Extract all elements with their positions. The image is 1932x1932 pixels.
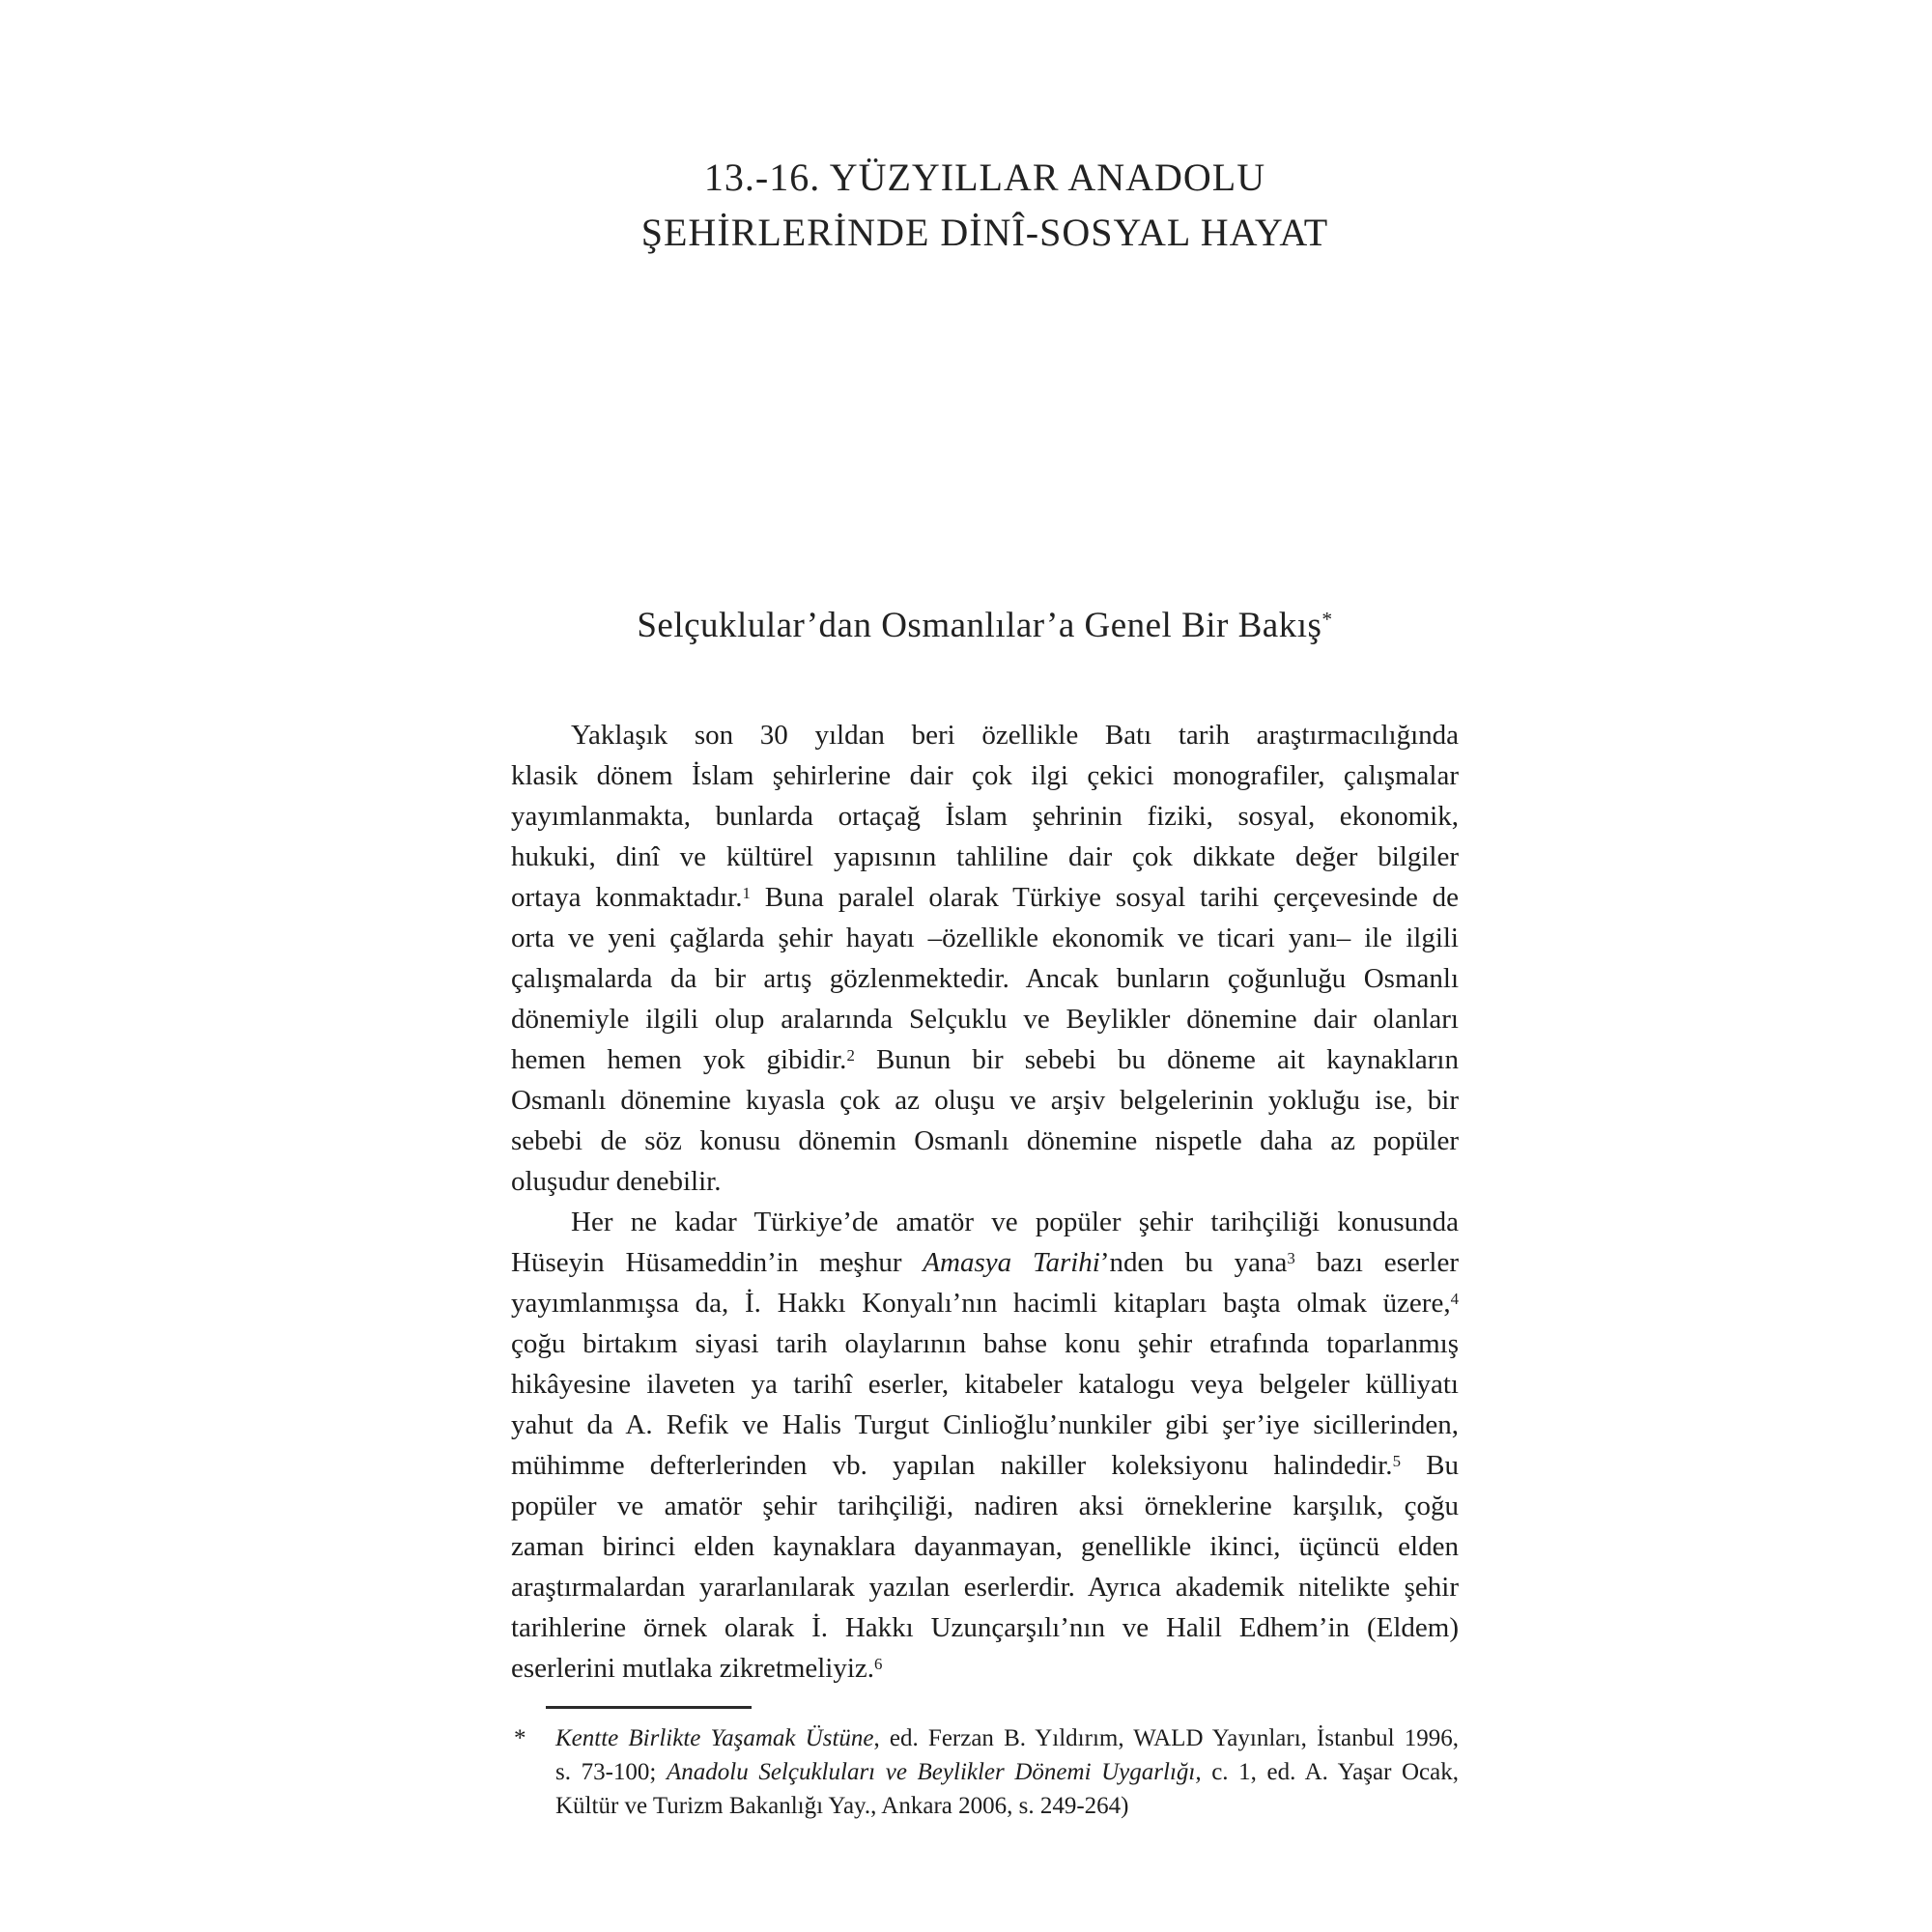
text-run: Amasya Tarihi xyxy=(923,1247,1100,1278)
body-text-line xyxy=(511,999,1459,1039)
body-text-line xyxy=(511,1202,1459,1242)
body-text-line xyxy=(511,1607,1459,1648)
text-run: hemen hemen yok gibidir. xyxy=(511,1044,847,1075)
body-text-line xyxy=(511,1405,1459,1445)
body-text-line xyxy=(511,1323,1459,1364)
text-run: Hüseyin Hüsameddin’in meşhur xyxy=(511,1247,923,1278)
section-footnote-mark: * xyxy=(1321,608,1333,632)
chapter-title-line-1: 13.-16. YÜZYILLAR ANADOLU xyxy=(703,156,1266,199)
body-text-line xyxy=(511,1080,1459,1121)
body-text-line xyxy=(511,1567,1459,1607)
body-text xyxy=(511,715,1459,1689)
text-run: çalışmalarda da bir artış gözlenmektedir. Ancak bunların çoğunluğu Osmanlı xyxy=(511,963,1459,994)
body-text-line xyxy=(511,1648,1459,1689)
text-run: oluşudur denebilir. xyxy=(511,1166,722,1197)
footnote-reference-number: 1 xyxy=(742,883,751,902)
text-run: Bu xyxy=(1400,1450,1460,1481)
body-text-line xyxy=(511,877,1459,918)
text-run: Kültür ve Turizm Bakanlığı Yay., Ankara 2006, s. 249-264) xyxy=(555,1793,1129,1819)
footnote-reference-number: 3 xyxy=(1287,1248,1295,1267)
text-run: Kentte Birlikte Yaşamak Üstüne xyxy=(555,1725,874,1751)
body-text-line xyxy=(511,755,1459,796)
text-run: zaman birinci elden kaynaklara dayanmayan, genellikle ikinci, üçüncü elden xyxy=(511,1531,1459,1562)
body-text-line xyxy=(511,1445,1459,1486)
text-run: hukuki, dinî ve kültürel yapısının tahliline dair çok dikkate değer bilgiler xyxy=(511,841,1459,872)
body-text-line xyxy=(511,1121,1459,1161)
body-text-line xyxy=(511,1161,1459,1202)
body-text-line xyxy=(511,796,1459,837)
text-run: Her ne kadar Türkiye’de amatör ve popüler şehir tarihçiliği konusunda xyxy=(571,1207,1459,1237)
text-run: popüler ve amatör şehir tarihçiliği, nadiren aksi örneklerine karşılık, çoğu xyxy=(511,1491,1459,1521)
section-title-text: Selçuklular’dan Osmanlılar’a Genel Bir Bakış xyxy=(637,606,1322,645)
body-text-line xyxy=(511,1242,1459,1283)
text-run: eserlerini mutlaka zikretmeliyiz. xyxy=(511,1653,875,1684)
text-run: Bunun bir sebebi bu döneme ait kaynakların xyxy=(854,1044,1459,1075)
footnote-reference-number: 2 xyxy=(846,1045,855,1065)
text-run: yayımlanmışsa da, İ. Hakkı Konyalı’nın hacimli kitapları başta olmak üzere, xyxy=(511,1288,1451,1319)
section-title xyxy=(511,603,1459,649)
footnote-line xyxy=(511,1789,1459,1823)
body-text-line xyxy=(511,1039,1459,1080)
text-run: tarihlerine örnek olarak İ. Hakkı Uzunçarşılı’nın ve Halil Edhem’in (Eldem) xyxy=(511,1612,1459,1643)
text-run: c. 1, ed. A. Yaşar Ocak, xyxy=(1201,1759,1459,1785)
text-run: bazı eserler xyxy=(1294,1247,1459,1278)
text-run: yayımlanmakta, bunlarda ortaçağ İslam şehrinin fiziki, sosyal, ekonomik, xyxy=(511,801,1459,832)
footnote-separator-rule xyxy=(546,1706,752,1709)
body-text-line xyxy=(511,1283,1459,1323)
footnote-marker-asterisk: * xyxy=(514,1725,526,1751)
body-text-line xyxy=(511,1526,1459,1567)
body-text-line xyxy=(511,958,1459,999)
text-run: Buna paralel olarak Türkiye sosyal tarihi çerçevesinde de xyxy=(750,882,1460,913)
text-run: dönemiyle ilgili olup aralarında Selçuklu ve Beylikler dönemine dair olanları xyxy=(511,1004,1459,1035)
text-run: ortaya konmaktadır. xyxy=(511,882,743,913)
footnote-reference-number: 4 xyxy=(1450,1289,1459,1308)
text-run: Anadolu Selçukluları ve Beylikler Dönemi Uygarlığı, xyxy=(666,1759,1202,1785)
text-run: s. 73-100; xyxy=(555,1759,667,1785)
text-run: Yaklaşık son 30 yıldan beri özellikle Batı tarih araştırmacılığında xyxy=(571,720,1459,751)
text-run: sebebi de söz konusu dönemin Osmanlı dönemine nispetle daha az popüler xyxy=(511,1125,1459,1156)
text-run: ’nden bu yana xyxy=(1099,1247,1288,1278)
body-text-line xyxy=(511,715,1459,755)
footnote-line xyxy=(511,1755,1459,1789)
footnote-reference-number: 5 xyxy=(1392,1451,1401,1470)
body-text-line xyxy=(511,1486,1459,1526)
footnote-reference-number: 6 xyxy=(874,1654,883,1673)
text-run: Osmanlı dönemine kıyasla çok az oluşu ve arşiv belgelerinin yokluğu ise, bir xyxy=(511,1085,1459,1116)
chapter-title xyxy=(511,150,1459,260)
text-run: araştırmalardan yararlanılarak yazılan eserlerdir. Ayrıca akademik nitelikte şehir xyxy=(511,1572,1459,1603)
text-run: , ed. Ferzan B. Yıldırım, WALD Yayınları, İstanbul 1996, xyxy=(873,1725,1459,1751)
body-text-line xyxy=(511,837,1459,877)
text-run: klasik dönem İslam şehirlerine dair çok ilgi çekici monografiler, çalışmalar xyxy=(511,760,1459,791)
text-run: orta ve yeni çağlarda şehir hayatı –özellikle ekonomik ve ticari yanı– ile ilgili xyxy=(511,923,1459,953)
body-text-line xyxy=(511,918,1459,958)
text-run: yahut da A. Refik ve Halis Turgut Cinlioğlu’nunkiler gibi şer’iye sicillerinden, xyxy=(511,1409,1459,1440)
text-run: mühimme defterlerinden vb. yapılan nakiller koleksiyonu halindedir. xyxy=(511,1450,1393,1481)
footnotes xyxy=(511,1721,1459,1823)
chapter-title-line-2: ŞEHİRLERİNDE DİNÎ-SOSYAL HAYAT xyxy=(640,211,1329,254)
footnote-line xyxy=(511,1721,1459,1755)
text-run: hikâyesine ilaveten ya tarihî eserler, kitabeler katalogu veya belgeler külliyatı xyxy=(511,1369,1459,1400)
text-run: çoğu birtakım siyasi tarih olaylarının bahse konu şehir etrafında toparlanmış xyxy=(511,1328,1459,1359)
body-text-line xyxy=(511,1364,1459,1405)
